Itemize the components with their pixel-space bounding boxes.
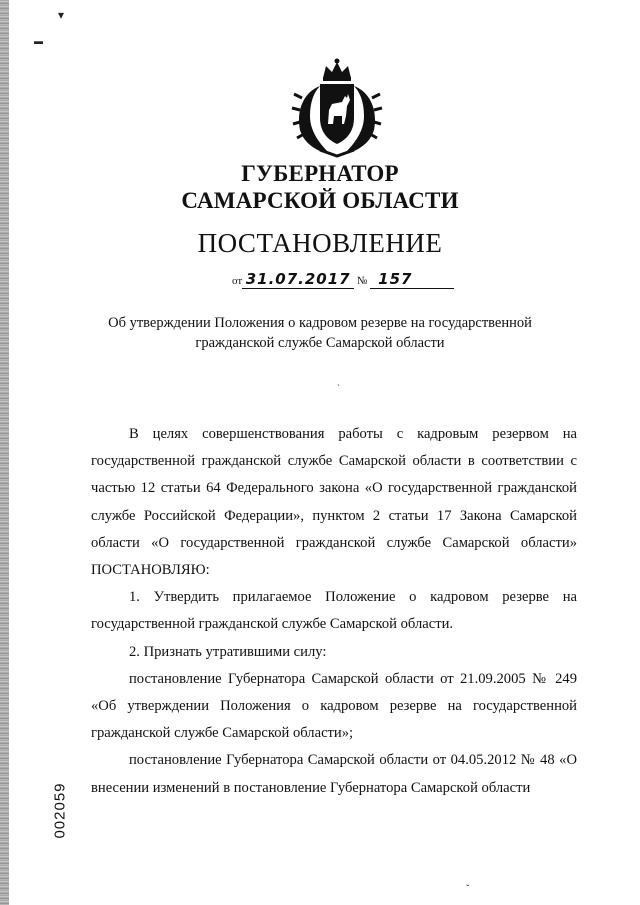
repealed-act-2-paragraph: постановление Губернатора Самарской области от 04.05.2012 № 48 «О внесении изменений в постановление Губернатора Самарской области — [91, 752, 577, 796]
scan-speck: ▬ — [34, 36, 43, 46]
archive-stamp-number: 002059 — [51, 782, 69, 839]
scan-speck: ▾ — [58, 8, 65, 22]
scan-speck: ˇ — [466, 884, 470, 895]
archive-stamp — [53, 780, 67, 840]
clause-2-paragraph: 2. Признать утратившими силу: — [129, 643, 327, 660]
decree-body — [91, 421, 577, 802]
clause-1-paragraph: 1. Утвердить прилагаемое Положение о кадровом резерве на государственной гражданской службе Самарской области. — [91, 589, 577, 633]
decree-date: 31.07.2017 — [242, 270, 354, 289]
date-prefix: от — [232, 275, 243, 287]
preamble-paragraph: В целях совершенствования работы с кадровым резервом на государственной гражданской службе Самарской области в соответствии с частью 12 статьи 64 Федерального закона «О государственной гражданской службе Российской Федерации», пунктом 2 статьи 17 Закона Самарской области «О государственной гражданской службе Самарской области» ПОСТАНОВЛЯЮ: — [91, 426, 577, 579]
coat-of-arms-icon — [290, 58, 384, 158]
scan-speck: ˏ — [337, 376, 340, 386]
number-label: № — [356, 275, 368, 287]
authority-title-line1: ГУБЕРНАТОР — [241, 161, 399, 186]
repealed-act-1-paragraph: постановление Губернатора Самарской области от 21.09.2005 № 249 «Об утверждении Положения о кадровом резерве на государственной гражданской службе Самарской области»; — [91, 670, 577, 742]
decree-number: 157 — [370, 270, 454, 289]
subject-line1: Об утверждении Положения о кадровом резерве на государственной — [108, 315, 532, 331]
date-number-line — [232, 270, 454, 289]
scan-edge — [0, 0, 9, 905]
decree-subject — [0, 313, 640, 353]
document-type: ПОСТАНОВЛЕНИЕ — [197, 228, 443, 258]
subject-line2: гражданской службе Самарской области — [195, 335, 445, 351]
authority-title-line2: САМАРСКОЙ ОБЛАСТИ — [181, 188, 459, 213]
